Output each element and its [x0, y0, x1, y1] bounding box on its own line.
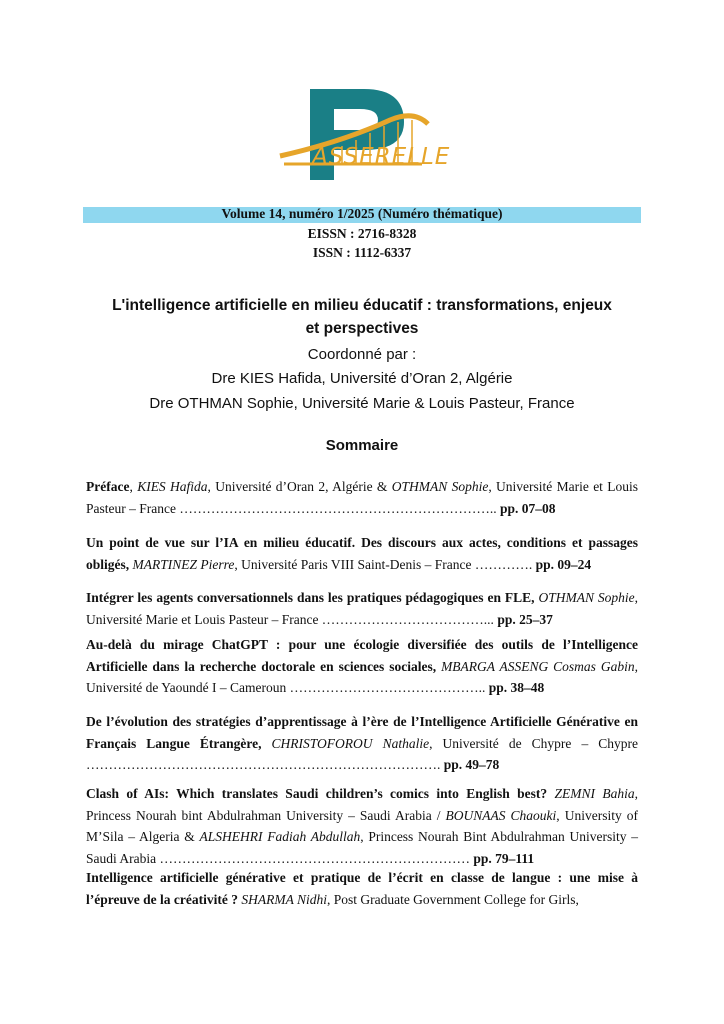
eissn: EISSN : 2716-8328 — [307, 226, 417, 241]
theme-title: L'intelligence artificielle en milieu éducatif : transformations, enjeux et perspectives — [112, 297, 612, 337]
journal-logo — [272, 84, 462, 194]
issn: ISSN : 1112-6337 — [312, 245, 412, 260]
logo-wordmark: ASSERELLE — [312, 144, 451, 170]
coordinator-1: Dre KIES Hafida, Université d’Oran 2, Algérie — [211, 370, 513, 387]
sommaire-heading: Sommaire — [325, 437, 399, 454]
toc-entry: Intelligence artificielle générative et pratique de l’écrit en classe de langue : une mise à l’épreuve de la créativité ? SHARMA Nidhi, Post Graduate Government College for Girls, — [86, 870, 638, 907]
volume-info: Volume 14, numéro 1/2025 (Numéro thématique) — [221, 206, 503, 221]
toc-entry: De l’évolution des stratégies d’apprentissage à l’ère de l’Intelligence Artificielle Générative en Français Langue Étrangère, CHRISTOFOROU Nathalie, Université de Chypre – Chypre ……………………………………………………………………. pp. 49–78 — [86, 714, 638, 772]
coordinator-2: Dre OTHMAN Sophie, Université Marie & Louis Pasteur, France — [149, 395, 575, 412]
toc-entry: Clash of AIs: Which translates Saudi children’s comics into English best? ZEMNI Bahia, Princess Nourah bint Abdulrahman University – Saudi Arabia / BOUNAAS Chaouki, University of M’Sila – Algeria & ALSHEHRI Fadiah Abdullah, Princess Nourah Bint Abdulrahman University – Saudi Arabia …………………………………………………………… pp. 79–111 — [86, 786, 638, 866]
bridge-p-icon — [272, 84, 462, 194]
coordinated-by: Coordonné par : — [307, 346, 417, 363]
toc-entry: Préface, KIES Hafida, Université d’Oran 2, Algérie & OTHMAN Sophie, Université Marie et Louis Pasteur – France …………………………………………………………….. pp. 07–08 — [86, 479, 639, 516]
toc-entry: Intégrer les agents conversationnels dans les pratiques pédagogiques en FLE, OTHMAN Sophie, Université Marie et Louis Pasteur – France ………………………………... pp. 25–37 — [86, 590, 639, 627]
toc-entry: Au-delà du mirage ChatGPT : pour une écologie diversifiée des outils de l’Intelligence Artificielle dans la recherche doctorale en sciences sociales, MBARGA ASSENG Cosmas Gabin, Université de Yaoundé I – Cameroun …………………………………….. pp. 38–48 — [86, 637, 639, 695]
toc-entry: Un point de vue sur l’IA en milieu éducatif. Des discours aux actes, conditions et passages obligés, MARTINEZ Pierre, Université Paris VIII Saint-Denis – France …………. pp. 09–24 — [86, 535, 638, 572]
